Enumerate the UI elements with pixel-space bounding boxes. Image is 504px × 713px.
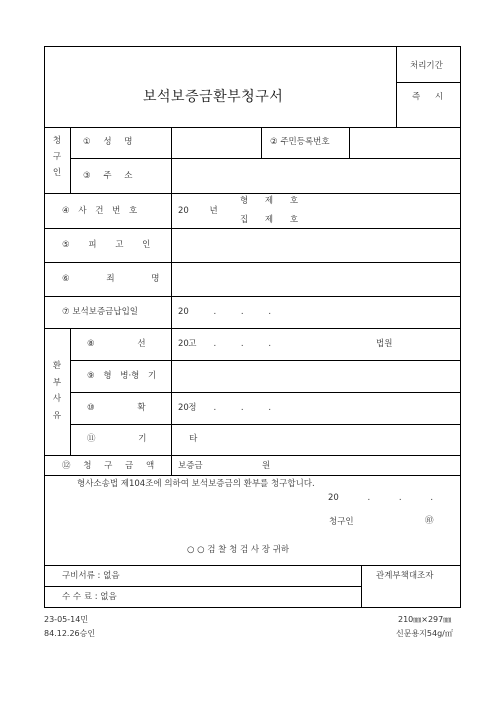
label-column-border: [171, 127, 172, 475]
refund-group-label: [51, 362, 63, 420]
row-line-case: [44, 228, 461, 229]
claimant-group-char-2: 구: [52, 151, 62, 162]
row-line-name: [70, 158, 461, 159]
footer-paper-type: 신문용지54g/㎡: [396, 629, 453, 638]
other-label: ⑪ 기 타: [87, 434, 198, 444]
header-separator: [44, 127, 461, 128]
charge-label: ⑥ 죄 명: [62, 274, 160, 284]
statement-text: 형사소송법 제104조에 의하여 보석보증금의 환부를 청구합니다.: [77, 479, 315, 489]
execution-label: ⑨ 형 병·형 기: [87, 371, 157, 381]
refund-group-char-2: 부: [52, 377, 62, 388]
form-frame: [44, 46, 461, 608]
resident-number-label: ② 주민등록번호: [270, 137, 330, 147]
case-jip-number: 집 제 호: [240, 215, 299, 225]
claimant-group-label: [51, 137, 63, 177]
refund-group-border: [70, 328, 71, 455]
footer-approval-date: 84.12.26승인: [44, 629, 96, 638]
amount-label: ⑫ 청 구 금 액: [62, 461, 155, 471]
name-label: ① 성 명: [83, 137, 133, 147]
footer-form-code: 23-05-14민: [44, 615, 89, 624]
amount-unit: 원: [262, 461, 271, 471]
attachments-row: 구비서류 : 없음: [62, 571, 120, 581]
row-line-final: [70, 424, 461, 425]
defendant-label: ⑤ 피 고 인: [62, 240, 151, 250]
related-dept-label: 관계부책대조자: [376, 571, 434, 581]
row-line-defendant: [44, 262, 461, 263]
refund-group-char-3: 사: [52, 394, 62, 404]
row-line-deposit-date: [44, 328, 461, 329]
fee-row: 수 수 료 : 없음: [62, 592, 117, 602]
row-line-address: [44, 193, 461, 194]
amount-deposit-label: 보증금: [178, 461, 203, 471]
sentence-court: 법원: [376, 339, 393, 349]
related-dept-border: [361, 565, 362, 608]
deposit-date-label: ⑦ 보석보증금납입일: [62, 307, 139, 317]
final-date-value: 20 . . .: [178, 403, 272, 413]
footer-paper-size: 210㎜×297㎜: [398, 615, 452, 624]
final-label: ⑩ 확 정: [87, 403, 197, 413]
row-line-charge: [44, 296, 461, 297]
address-label: ③ 주 소: [83, 171, 133, 181]
case-criminal-number: 형 제 호: [240, 196, 299, 206]
processing-period-value: 즉 시: [412, 92, 444, 102]
claimant-group-char-3: 인: [52, 167, 62, 178]
case-year: 20 년: [178, 206, 218, 216]
row-line-fee: [44, 586, 361, 587]
form-title: 보석보증금환부청구서: [143, 89, 284, 105]
seal-mark: ㊞: [425, 516, 434, 526]
sentence-date-value: 20 . . .: [178, 339, 272, 349]
deposit-date-value: 20 . . .: [178, 307, 272, 317]
claimant-sign-label: 청구인: [329, 517, 354, 527]
claimant-group-char-1: 청: [52, 136, 62, 146]
case-number-label: ④ 사 건 번 호: [62, 206, 138, 216]
processing-left-border: [396, 46, 397, 127]
row-line-sentence: [70, 360, 461, 361]
addressee: ○ ○ 검 찰 청 검 사 장 귀하: [187, 545, 290, 555]
refund-group-char-4: 유: [52, 410, 62, 421]
claimant-group-border: [70, 127, 71, 193]
claim-date-line: 20 . . .: [328, 493, 434, 503]
row-line-amount: [44, 475, 461, 476]
sentence-label: ⑧ 선 고: [87, 339, 197, 349]
processing-period-label: 처리기간: [410, 61, 443, 71]
resident-label-left: [261, 127, 262, 158]
row-line-other: [44, 455, 461, 456]
resident-label-right: [349, 127, 350, 158]
processing-divider: [397, 82, 461, 83]
refund-group-char-1: 환: [52, 361, 62, 371]
row-line-bottom-section: [44, 565, 461, 566]
row-line-execution: [70, 392, 461, 393]
